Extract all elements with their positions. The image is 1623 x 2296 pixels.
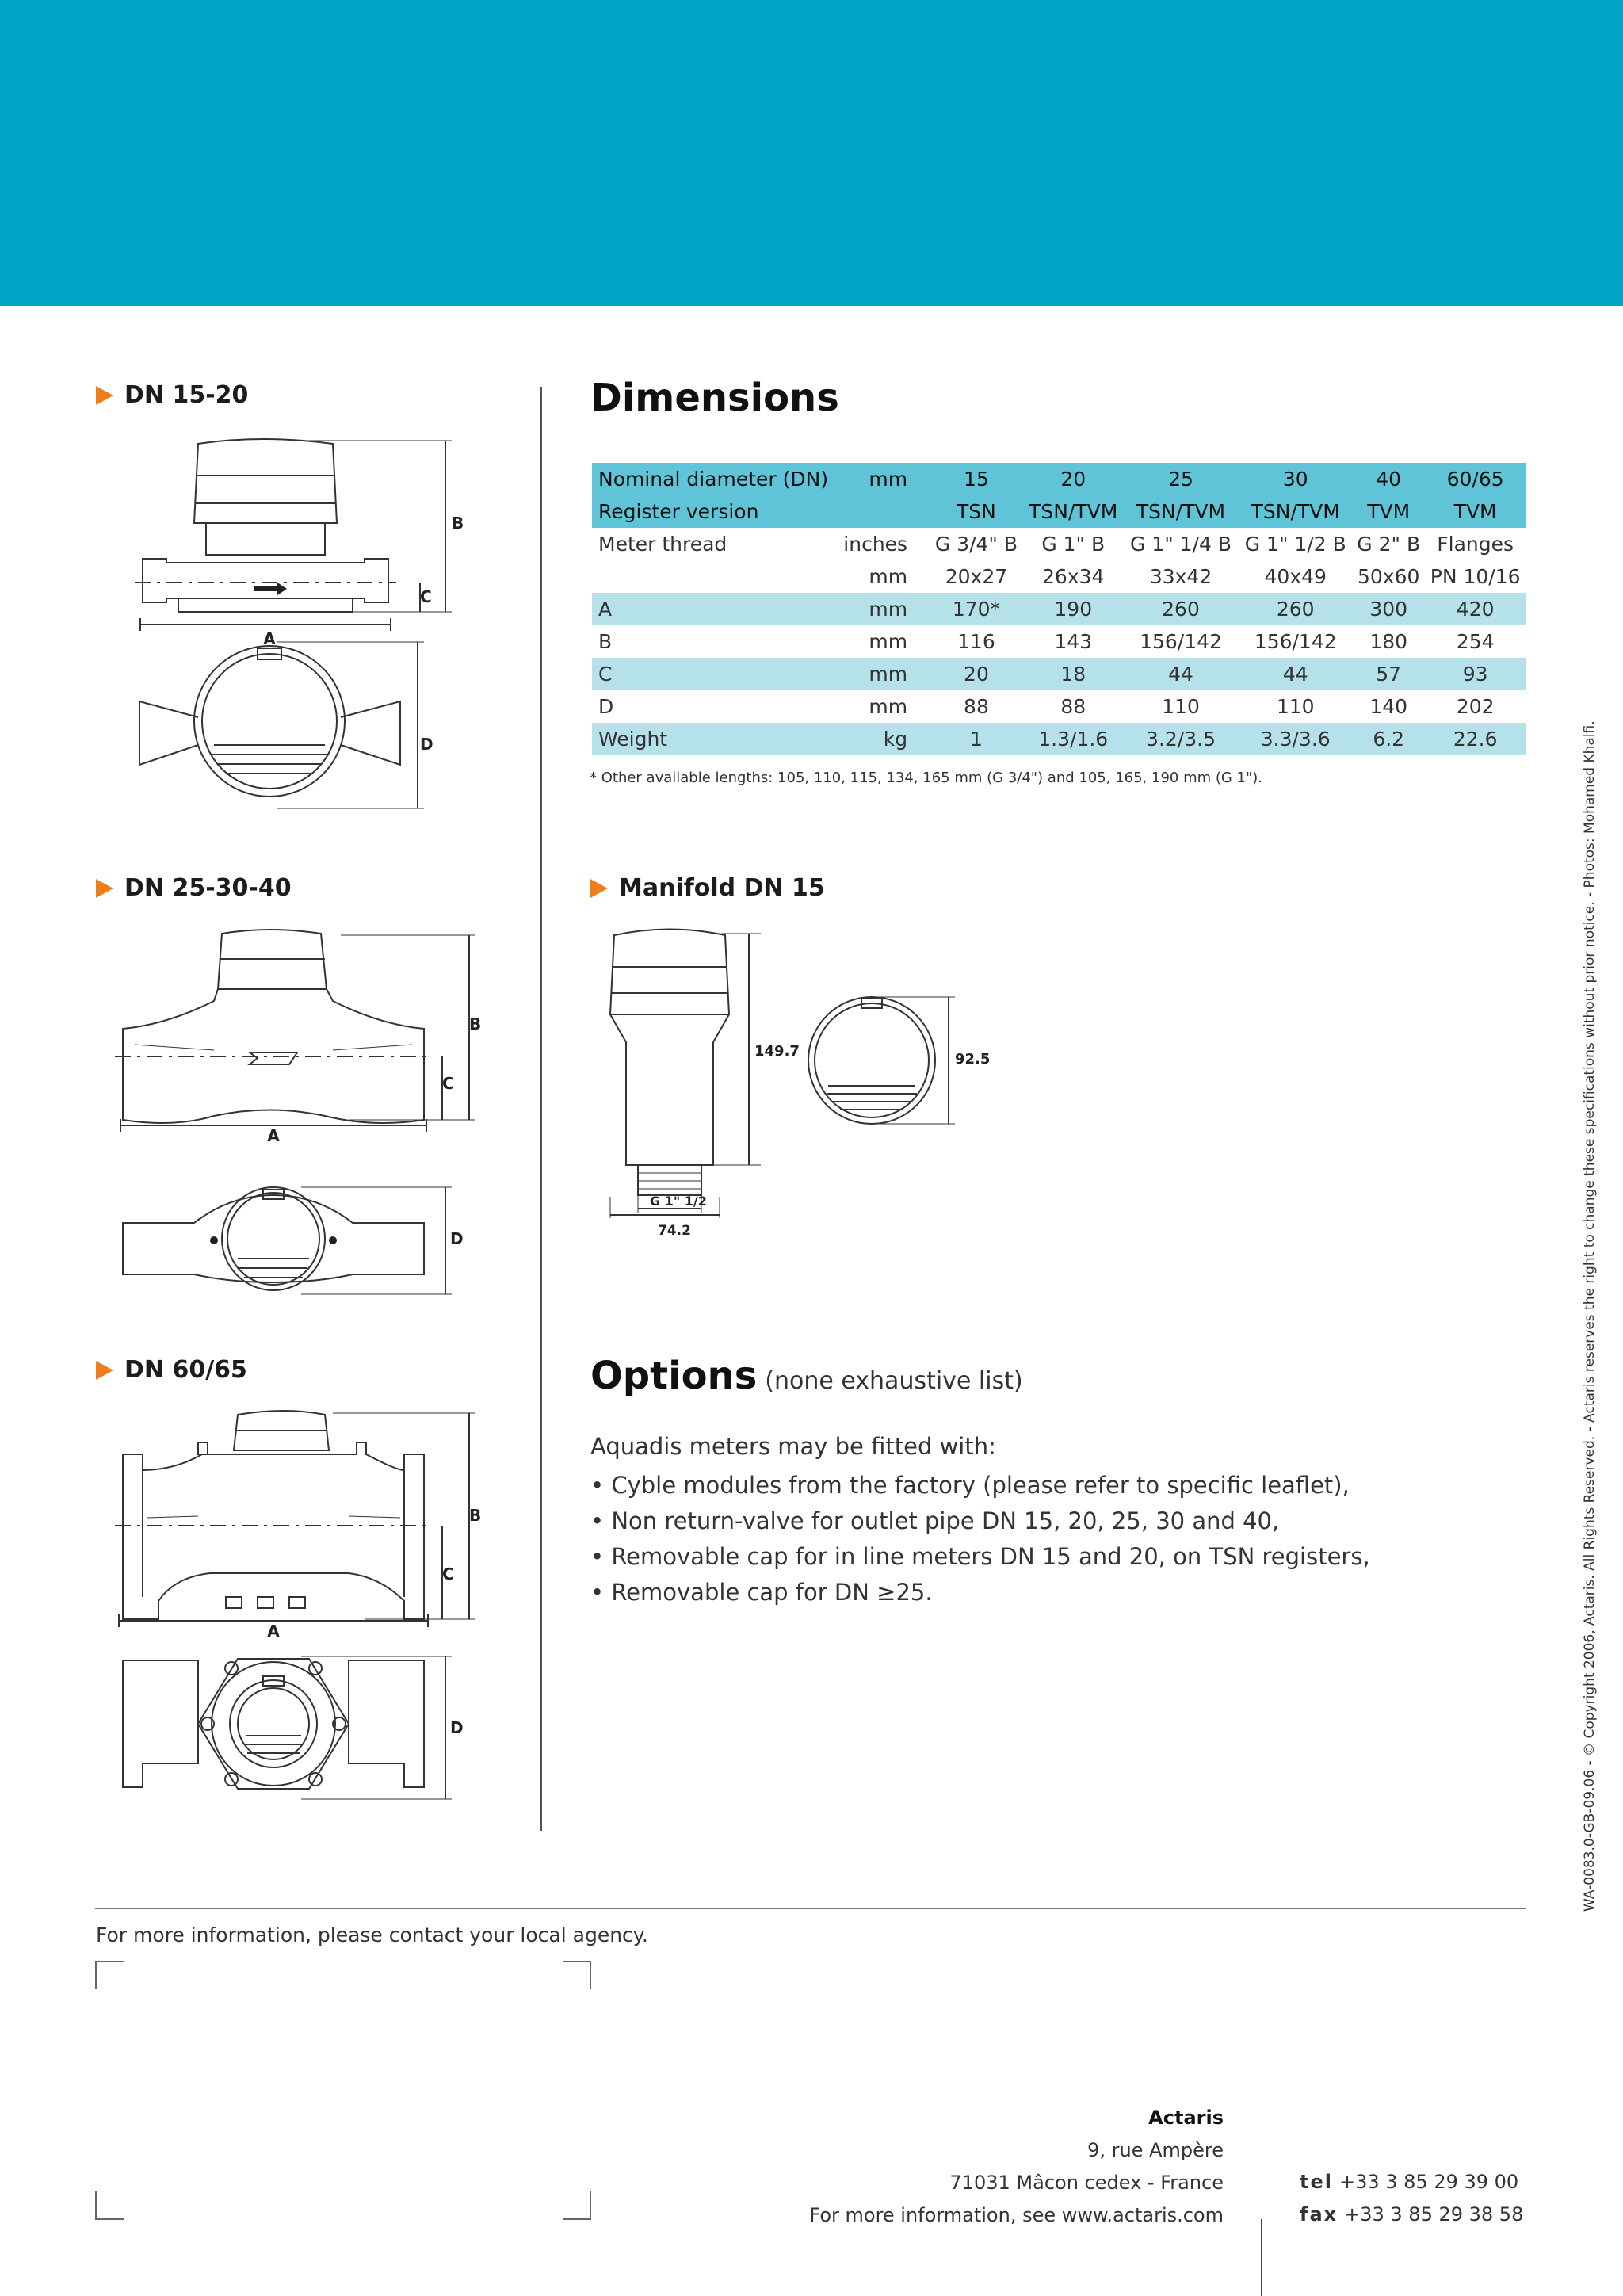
triangle-bullet-icon: [96, 879, 113, 898]
options-intro: Aquadis meters may be fitted with:: [590, 1433, 996, 1460]
table-cell: 116: [957, 630, 995, 653]
table-cell: 3.3/3.6: [1238, 723, 1353, 755]
section-heading-text: DN 60/65: [124, 1356, 247, 1384]
table-cell: 156/142: [1140, 630, 1222, 653]
table-row: [592, 658, 1526, 690]
crop-mark: [95, 1961, 124, 1989]
row-unit: kg: [828, 723, 930, 755]
table-cell: 202: [1456, 695, 1495, 718]
table-footnote: * Other available lengths: 105, 110, 115, 134, 165 mm (G 3/4") and 105, 165, 190 mm (G 1").: [590, 770, 1263, 786]
row-label: D: [598, 695, 614, 718]
table-cell: Flanges: [1437, 533, 1514, 556]
company-name: Actaris: [1148, 2107, 1224, 2129]
table-cell: 25: [1124, 463, 1239, 495]
list-item: • Removable cap for in line meters DN 15 and 20, on TSN registers,: [590, 1539, 1370, 1575]
table-cell: G 1" 1/2 B: [1244, 533, 1346, 556]
table-cell: 170*: [930, 593, 1023, 625]
table-cell: 300: [1353, 593, 1424, 625]
row-unit: mm: [828, 658, 930, 690]
tel-label: tel: [1300, 2171, 1333, 2193]
table-cell: 156/142: [1254, 630, 1337, 653]
manifold-diameter-label: 92.5: [955, 1051, 991, 1068]
dimension-label-a: A: [267, 1622, 280, 1641]
options-title: [590, 1354, 1023, 1398]
table-cell: G 3/4" B: [934, 533, 1018, 556]
table-cell: TVM: [1424, 495, 1526, 528]
company-website[interactable]: For more information, see www.actaris.com: [809, 2204, 1224, 2226]
table-cell: 3.2/3.5: [1124, 723, 1239, 755]
triangle-bullet-icon: [590, 879, 608, 898]
table-cell: 420: [1424, 593, 1526, 625]
table-cell: G 1" 1/4 B: [1130, 533, 1232, 556]
section-heading-text: Manifold DN 15: [619, 874, 825, 902]
row-label: Meter thread: [598, 533, 727, 556]
options-subtitle: (none exhaustive list): [765, 1367, 1023, 1395]
list-item: • Non return-valve for outlet pipe DN 15, 20, 25, 30 and 40,: [590, 1503, 1370, 1539]
row-unit: mm: [869, 630, 908, 653]
row-unit: mm: [828, 593, 930, 625]
row-label: A: [592, 593, 828, 625]
table-cell: 50x60: [1357, 565, 1420, 588]
table-row: [592, 690, 1526, 723]
table-cell: PN 10/16: [1430, 565, 1521, 588]
table-cell: 254: [1456, 630, 1495, 653]
dimension-label-a: A: [263, 629, 276, 648]
dimension-label-d: D: [450, 1718, 464, 1737]
table-cell: 20x27: [945, 565, 1008, 588]
manifold-width-label: 74.2: [658, 1223, 691, 1239]
table-cell: 33x42: [1149, 565, 1212, 588]
table-cell: TVM: [1353, 495, 1424, 528]
triangle-bullet-icon: [96, 1361, 113, 1380]
list-item: • Removable cap for DN ≥25.: [590, 1575, 1370, 1610]
dimension-label-b: B: [452, 514, 464, 533]
table-row: [592, 528, 1526, 560]
table-cell: 26x34: [1042, 565, 1105, 588]
row-label: Weight: [592, 723, 828, 755]
table-cell: 22.6: [1424, 723, 1526, 755]
row-label: B: [598, 630, 613, 653]
dimension-label-d: D: [450, 1229, 464, 1248]
crop-mark: [563, 2191, 591, 2220]
copyright-sidebar: WA-0083.0-GB-09.06 - © Copyright 2006, Actaris. All Rights Reserved. - Actaris reserves the right to change these specifications without prior notice. - Photos: Mohamed Khalfi.: [1582, 720, 1598, 1912]
tel-number: +33 3 85 29 39 00: [1338, 2171, 1519, 2193]
dimension-label-c: C: [420, 587, 432, 606]
table-cell: 260: [1124, 593, 1239, 625]
row-unit: mm: [869, 695, 908, 718]
table-cell: 1.3/1.6: [1023, 723, 1124, 755]
contact-note: For more information, please contact your local agency.: [96, 1924, 648, 1946]
table-cell: 190: [1023, 593, 1124, 625]
dimension-label-b: B: [469, 1014, 482, 1033]
drawing-manifold-dn15: [602, 923, 1014, 1240]
table-cell: TSN/TVM: [1124, 495, 1239, 528]
table-cell: G 1" B: [1041, 533, 1106, 556]
table-row: [592, 560, 1526, 593]
row-label: C: [592, 658, 828, 690]
company-address: [809, 2102, 1224, 2232]
dimension-label-b: B: [469, 1506, 482, 1525]
row-label: Register version: [592, 495, 828, 528]
row-unit: inches: [843, 533, 908, 556]
phone-numbers: [1300, 2166, 1523, 2231]
section-heading-dn60-65: [96, 1356, 247, 1384]
list-item: • Cyble modules from the factory (please refer to specific leaflet),: [590, 1468, 1370, 1503]
table-cell: 18: [1023, 658, 1124, 690]
options-title-text: Options: [590, 1354, 758, 1398]
table-cell: 20: [1023, 463, 1124, 495]
row-unit: mm: [869, 565, 908, 588]
row-label: Nominal diameter (DN): [592, 463, 828, 495]
table-cell: 1: [930, 723, 1023, 755]
dimensions-table: [592, 463, 1526, 755]
dimension-label-c: C: [442, 1564, 454, 1584]
table-row: [592, 723, 1526, 755]
table-cell: 44: [1124, 658, 1239, 690]
crop-mark: [95, 2191, 124, 2220]
dimension-label-a: A: [267, 1126, 280, 1145]
table-cell: TSN/TVM: [1238, 495, 1353, 528]
section-heading-dn25-30-40: [96, 874, 292, 902]
dimensions-title: Dimensions: [590, 376, 839, 420]
table-cell: 180: [1369, 630, 1408, 653]
table-cell: 260: [1238, 593, 1353, 625]
table-cell: 57: [1353, 658, 1424, 690]
footer-divider: [1261, 2219, 1262, 2296]
dimension-label-d: D: [420, 735, 433, 754]
table-cell: 40x49: [1264, 565, 1327, 588]
section-heading-manifold: [590, 874, 825, 902]
table-cell: 88: [964, 695, 989, 718]
table-row: [592, 625, 1526, 658]
manifold-height-label: 149.7: [754, 1043, 800, 1060]
crop-mark: [563, 1961, 591, 1989]
table-cell: 88: [1060, 695, 1086, 718]
table-cell: 15: [930, 463, 1023, 495]
row-unit: mm: [828, 463, 930, 495]
section-heading-text: DN 15-20: [124, 381, 249, 409]
manifold-thread-label: G 1" 1/2: [650, 1194, 707, 1209]
table-cell: TSN/TVM: [1023, 495, 1124, 528]
table-cell: 6.2: [1353, 723, 1424, 755]
table-cell: 20: [930, 658, 1023, 690]
dimension-label-c: C: [442, 1074, 454, 1093]
options-list: [590, 1468, 1370, 1610]
table-cell: G 2" B: [1357, 533, 1421, 556]
drawing-dn60-65: [111, 1407, 483, 1811]
table-row: [592, 495, 1526, 528]
row-label: [592, 560, 828, 593]
address-street: 9, rue Ampère: [1087, 2139, 1224, 2161]
table-cell: 143: [1054, 630, 1093, 653]
table-cell: 110: [1276, 695, 1315, 718]
header-banner: [0, 0, 1623, 306]
drawing-dn15-20: [119, 428, 483, 816]
section-heading-dn15-20: [96, 381, 248, 409]
table-cell: 60/65: [1424, 463, 1526, 495]
footer-rule: [95, 1908, 1526, 1909]
section-heading-text: DN 25-30-40: [124, 874, 292, 902]
table-row: [592, 593, 1526, 625]
table-cell: 93: [1424, 658, 1526, 690]
table-cell: 140: [1369, 695, 1408, 718]
table-row: [592, 463, 1526, 495]
column-divider: [540, 387, 542, 1831]
table-cell: 44: [1238, 658, 1353, 690]
fax-label: fax: [1300, 2203, 1338, 2225]
fax-number: +33 3 85 29 38 58: [1344, 2203, 1524, 2225]
table-cell: 40: [1353, 463, 1424, 495]
table-cell: 110: [1162, 695, 1200, 718]
table-cell: TSN: [930, 495, 1023, 528]
triangle-bullet-icon: [96, 386, 113, 405]
address-city: 71031 Mâcon cedex - France: [949, 2172, 1224, 2194]
table-cell: 30: [1238, 463, 1353, 495]
drawing-dn25-30-40: [111, 926, 483, 1298]
row-unit: [828, 495, 930, 528]
